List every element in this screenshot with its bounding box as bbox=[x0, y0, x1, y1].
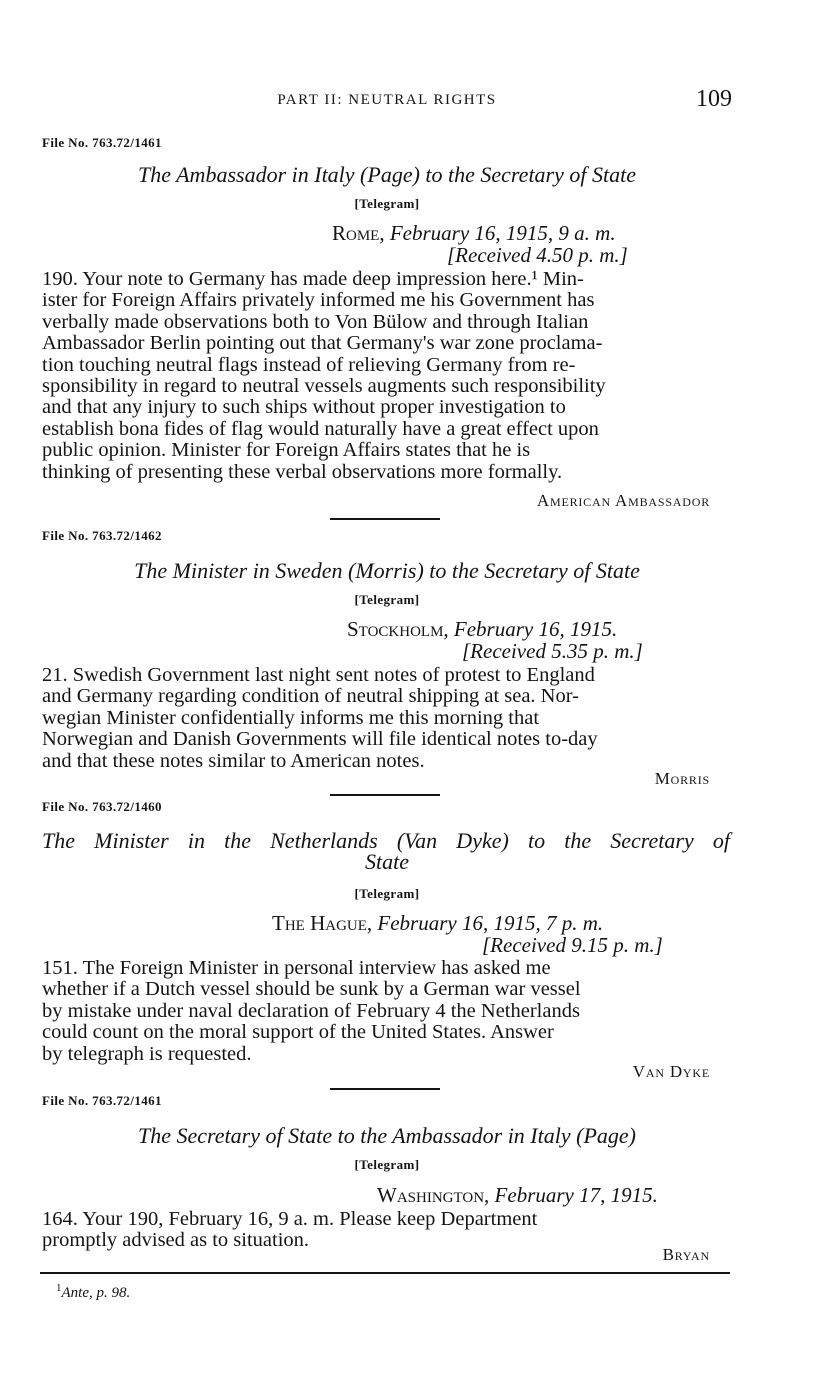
body-line: sponsibility in regard to neutral vessels augments such responsibility bbox=[42, 375, 606, 398]
section-divider bbox=[330, 518, 440, 520]
section-divider bbox=[330, 794, 440, 796]
footnote-text: Ante, p. 98. bbox=[61, 1285, 131, 1301]
body-line: and that any injury to such ships without proper investigation to bbox=[42, 396, 566, 419]
received-time: [Received 9.15 p. m.] bbox=[482, 933, 663, 957]
document-title: The Ambassador in Italy (Page) to the Secretary of State bbox=[138, 162, 636, 187]
body-line: thinking of presenting these verbal observations more formally. bbox=[42, 460, 563, 483]
message-body bbox=[42, 1209, 732, 1252]
dateline bbox=[377, 1184, 658, 1206]
body-line: Ambassador Berlin pointing out that Germany's war zone proclama- bbox=[42, 332, 603, 355]
signature: Morris bbox=[654, 769, 710, 788]
file-number: File No. 763.72/1461 bbox=[42, 135, 162, 150]
message-body bbox=[42, 665, 732, 772]
dateline-place: Stockholm, bbox=[347, 617, 449, 641]
page-number: 109 bbox=[696, 86, 732, 112]
signature: American Ambassador bbox=[536, 491, 710, 510]
document-title: The Minister in the Netherlands (Van Dyke) to the Secretary of bbox=[42, 828, 730, 853]
file-number: File No. 763.72/1462 bbox=[42, 528, 162, 543]
received-time: [Received 4.50 p. m.] bbox=[447, 243, 628, 267]
body-line: 151. The Foreign Minister in personal interview has asked me bbox=[42, 957, 551, 979]
body-line: establish bona fides of flag would naturally have a great effect upon bbox=[42, 417, 599, 440]
dateline-date: February 16, 1915, 7 p. m. bbox=[377, 911, 604, 935]
signature: Van Dyke bbox=[632, 1062, 710, 1081]
dateline-place: The Hague, bbox=[272, 911, 373, 935]
body-line: whether if a Dutch vessel should be sunk by a German war vessel bbox=[42, 978, 581, 1001]
telegram-tag: [Telegram] bbox=[354, 1157, 420, 1172]
dateline-place: Washington, bbox=[377, 1183, 490, 1207]
file-number: File No. 763.72/1461 bbox=[42, 1093, 162, 1108]
body-line: and Germany regarding condition of neutral shipping at sea. Nor- bbox=[42, 685, 579, 708]
dateline bbox=[272, 912, 603, 934]
message-body bbox=[42, 958, 732, 1065]
body-line: verbally made observations both to Von Bülow and through Italian bbox=[42, 310, 589, 333]
body-line: Norwegian and Danish Governments will file identical notes to-day bbox=[42, 728, 598, 751]
body-line: 164. Your 190, February 16, 9 a. m. Please keep Department bbox=[42, 1208, 538, 1230]
dateline-place: Rome, bbox=[332, 221, 385, 245]
dateline-date: February 16, 1915. bbox=[453, 617, 618, 641]
telegram-tag: [Telegram] bbox=[354, 592, 420, 607]
body-line: tion touching neutral flags instead of relieving Germany from re- bbox=[42, 353, 576, 376]
footnote-rule bbox=[40, 1272, 730, 1274]
body-line: ister for Foreign Affairs privately informed me his Government has bbox=[42, 289, 595, 312]
body-line: and that these notes similar to American notes. bbox=[42, 749, 425, 772]
telegram-tag: [Telegram] bbox=[354, 196, 420, 211]
signature: Bryan bbox=[662, 1245, 710, 1264]
page-header bbox=[42, 86, 732, 116]
file-number: File No. 763.72/1460 bbox=[42, 799, 162, 814]
body-line: by telegraph is requested. bbox=[42, 1042, 252, 1065]
message-body bbox=[42, 269, 732, 483]
body-line: promptly advised as to situation. bbox=[42, 1229, 310, 1252]
section-divider bbox=[330, 1088, 440, 1090]
footnote-marker: 1 bbox=[56, 1282, 62, 1294]
footnote bbox=[56, 1282, 130, 1302]
received-time: [Received 5.35 p. m.] bbox=[462, 639, 643, 663]
body-line: 21. Swedish Government last night sent notes of protest to England bbox=[42, 664, 595, 686]
running-head: PART II: NEUTRAL RIGHTS bbox=[277, 92, 497, 108]
document-title: The Secretary of State to the Ambassador in Italy (Page) bbox=[138, 1123, 636, 1148]
telegram-tag: [Telegram] bbox=[354, 886, 420, 901]
dateline-date: February 16, 1915, 9 a. m. bbox=[389, 221, 616, 245]
body-line: could count on the moral support of the United States. Answer bbox=[42, 1021, 554, 1044]
dateline bbox=[332, 222, 616, 244]
body-line: 190. Your note to Germany has made deep impression here.¹ Min- bbox=[42, 268, 584, 290]
body-line: by mistake under naval declaration of February 4 the Netherlands bbox=[42, 999, 580, 1022]
document-title-continued: State bbox=[365, 849, 409, 874]
document-title: The Minister in Sweden (Morris) to the Secretary of State bbox=[134, 558, 640, 583]
body-line: wegian Minister confidentially informs me this morning that bbox=[42, 706, 540, 729]
body-line: public opinion. Minister for Foreign Affairs states that he is bbox=[42, 439, 531, 462]
dateline-date: February 17, 1915. bbox=[494, 1183, 658, 1207]
dateline bbox=[347, 618, 617, 640]
